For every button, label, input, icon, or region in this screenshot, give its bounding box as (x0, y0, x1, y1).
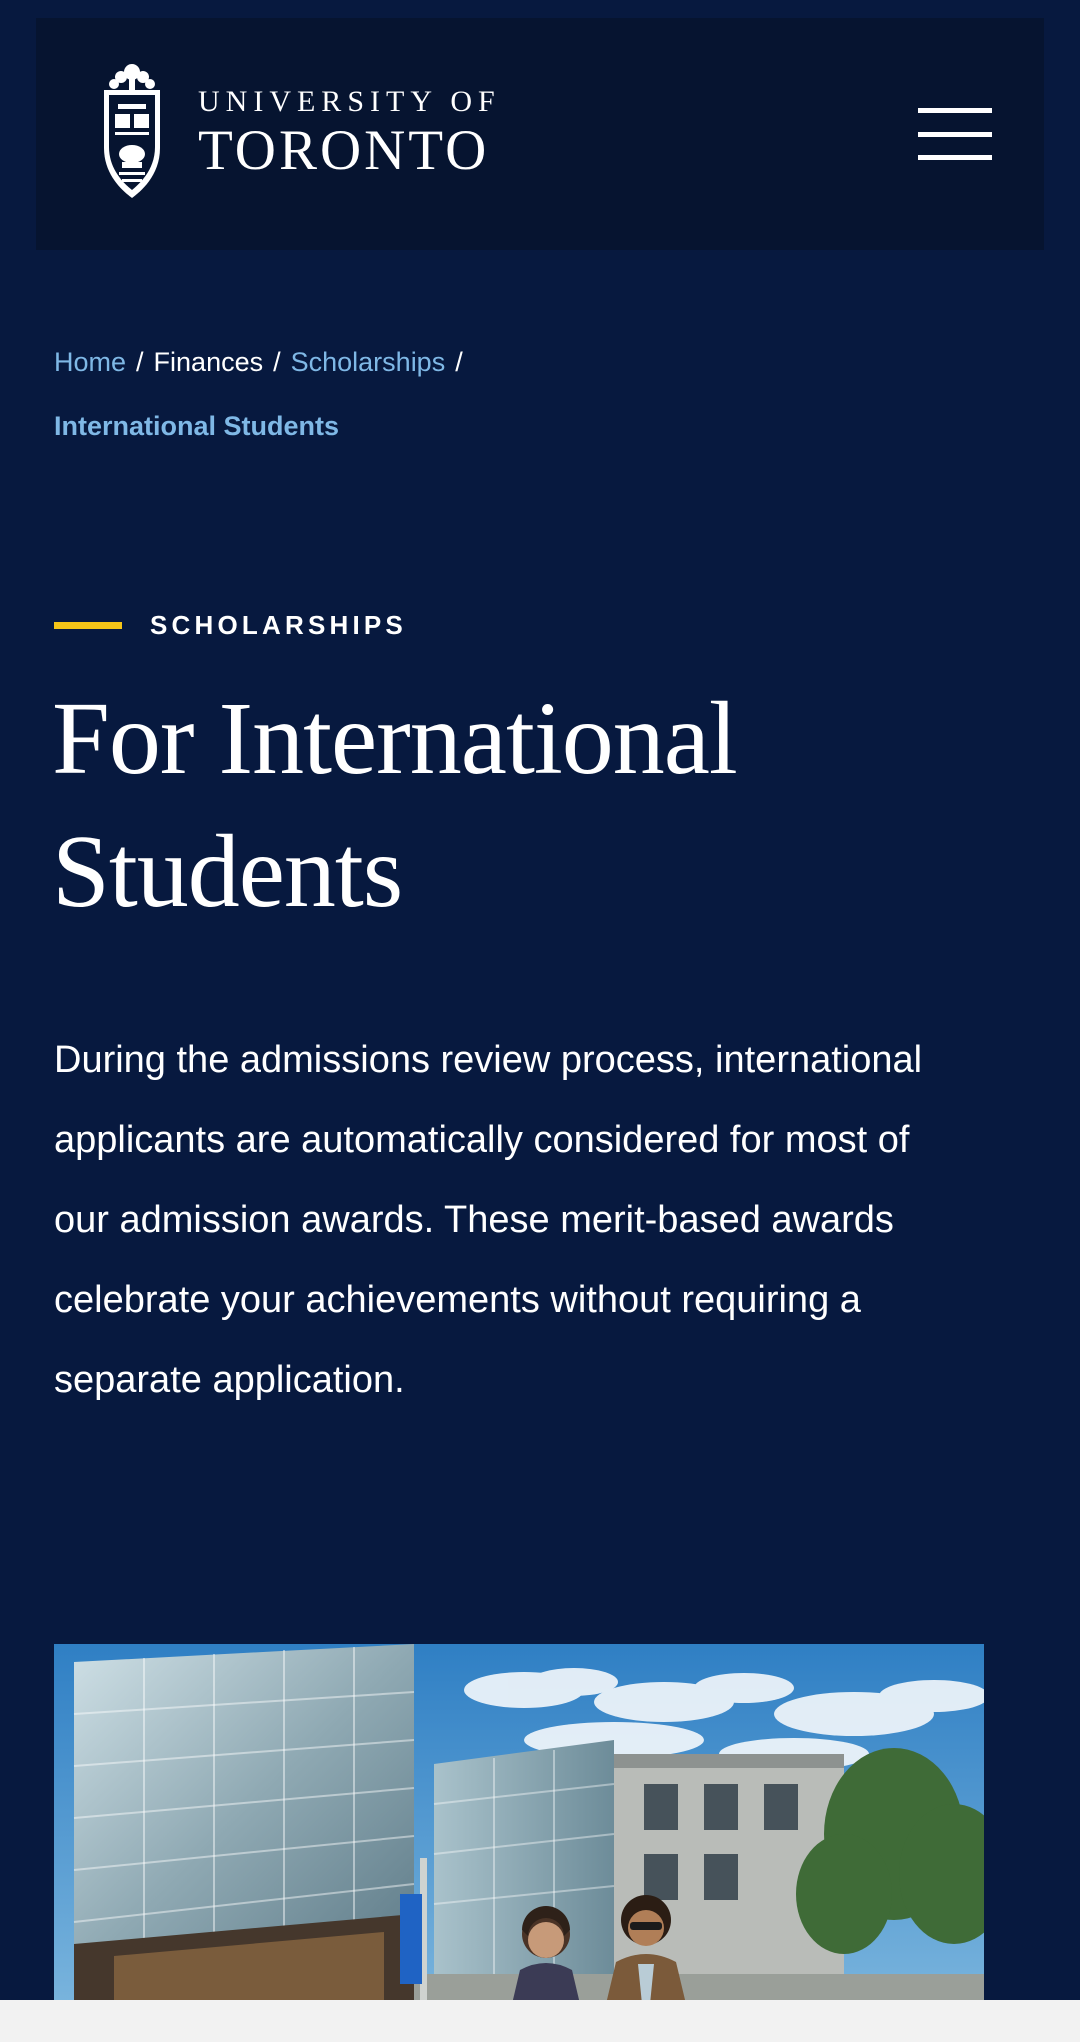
hero-image (54, 1644, 984, 2004)
wordmark-line-1: UNIVERSITY OF (198, 84, 501, 118)
breadcrumb-item-finances[interactable]: Finances (153, 347, 264, 377)
breadcrumb-item-home[interactable]: Home (54, 347, 127, 377)
breadcrumb-item-scholarships[interactable]: Scholarships (290, 347, 446, 377)
brand-lockup[interactable] (92, 62, 501, 206)
eyebrow-label: SCHOLARSHIPS (150, 610, 407, 640)
wordmark-line-2: TORONTO (198, 118, 490, 182)
page-title: For International Students (52, 681, 737, 930)
breadcrumb-separator-1: / (136, 347, 144, 377)
eyebrow-rule (54, 622, 122, 629)
breadcrumb-item-international-students: International Students (54, 411, 340, 441)
section-eyebrow (54, 610, 407, 641)
viewport-bottom-strip (0, 2000, 1080, 2042)
university-wordmark (198, 85, 501, 184)
site-header (36, 18, 1044, 250)
breadcrumb-separator-2: / (273, 347, 281, 377)
hamburger-bar-2 (918, 132, 992, 137)
hamburger-menu-icon[interactable] (918, 108, 992, 160)
breadcrumb (54, 330, 1014, 458)
hamburger-bar-1 (918, 108, 992, 113)
breadcrumb-separator-3: / (455, 347, 463, 377)
intro-paragraph: During the admissions review process, international applicants are automatically considered for most of our admission awards. These merit-based awards celebrate your achievements without requiring a separate application. (54, 1039, 923, 1401)
hamburger-bar-3 (918, 155, 992, 160)
university-crest-icon (92, 62, 172, 206)
